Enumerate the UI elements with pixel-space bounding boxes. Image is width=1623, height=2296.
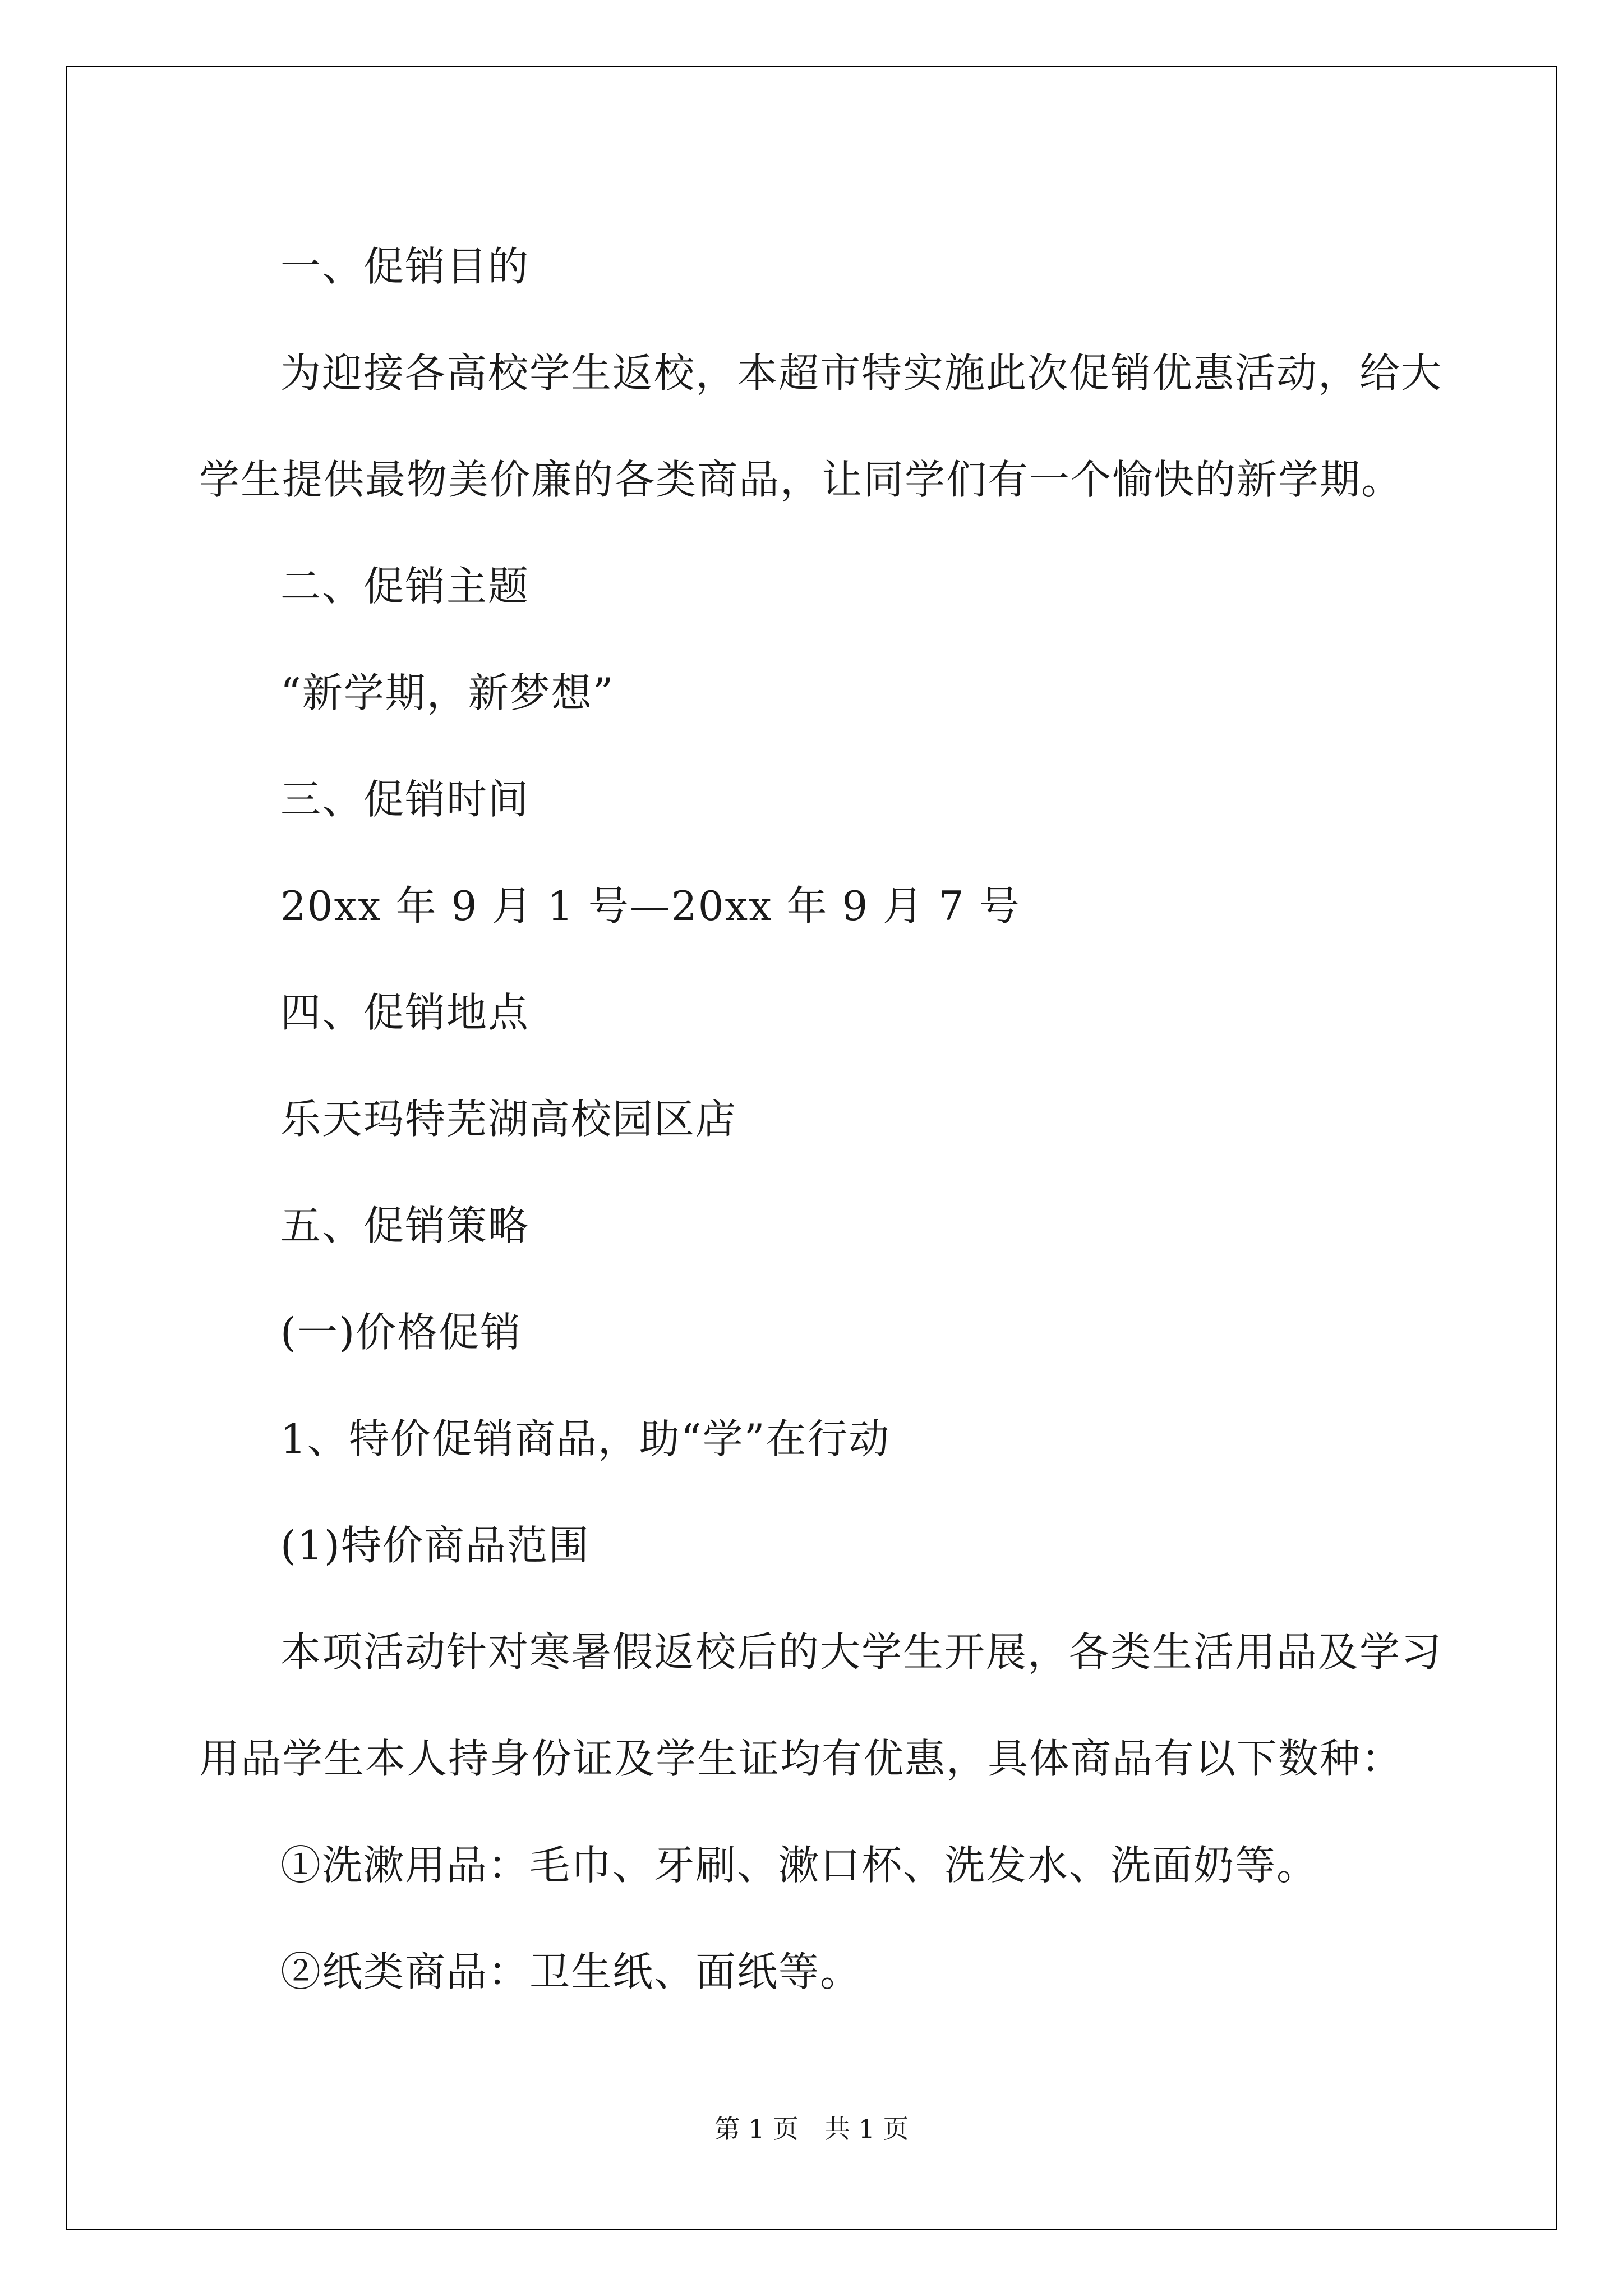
heading-purpose: 一、促销目的: [280, 243, 530, 290]
paragraph-time: 20xx 年 9 月 1 号—20xx 年 9 月 7 号: [280, 882, 1021, 930]
paragraph-range-line-1: 本项活动针对寒暑假返校后的大学生开展，各类生活用品及学习: [280, 1628, 1443, 1676]
page-number-footer: 第 1 页 共 1 页: [714, 2114, 909, 2144]
heading-time: 三、促销时间: [280, 776, 530, 823]
paragraph-range-line-2: 用品学生本人持身份证及学生证均有优惠，具体商品有以下数种：: [199, 1735, 1403, 1782]
heading-location: 四、促销地点: [280, 989, 530, 1036]
paragraph-theme: “新学期，新梦想”: [280, 669, 615, 716]
list-item-paper-goods: ②纸类商品：卫生纸、面纸等。: [280, 1948, 862, 1995]
paragraph-purpose-line-1: 为迎接各高校学生返校，本超市特实施此次促销优惠活动，给大: [280, 349, 1443, 397]
list-item-special-range: (1)特价商品范围: [280, 1522, 590, 1569]
subheading-price-promotion: (一)价格促销: [280, 1309, 522, 1356]
document-body: [199, 213, 1443, 2025]
list-item-special-price: 1、特价促销商品，助“学”在行动: [280, 1415, 891, 1462]
heading-theme: 二、促销主题: [280, 563, 530, 610]
heading-strategy: 五、促销策略: [280, 1202, 530, 1249]
paragraph-purpose-line-2: 学生提供最物美价廉的各类商品，让同学们有一个愉快的新学期。: [199, 456, 1403, 503]
list-item-toiletries: ①洗漱用品：毛巾、牙刷、漱口杯、洗发水、洗面奶等。: [280, 1842, 1318, 1889]
paragraph-location: 乐天玛特芜湖高校园区店: [280, 1096, 737, 1143]
